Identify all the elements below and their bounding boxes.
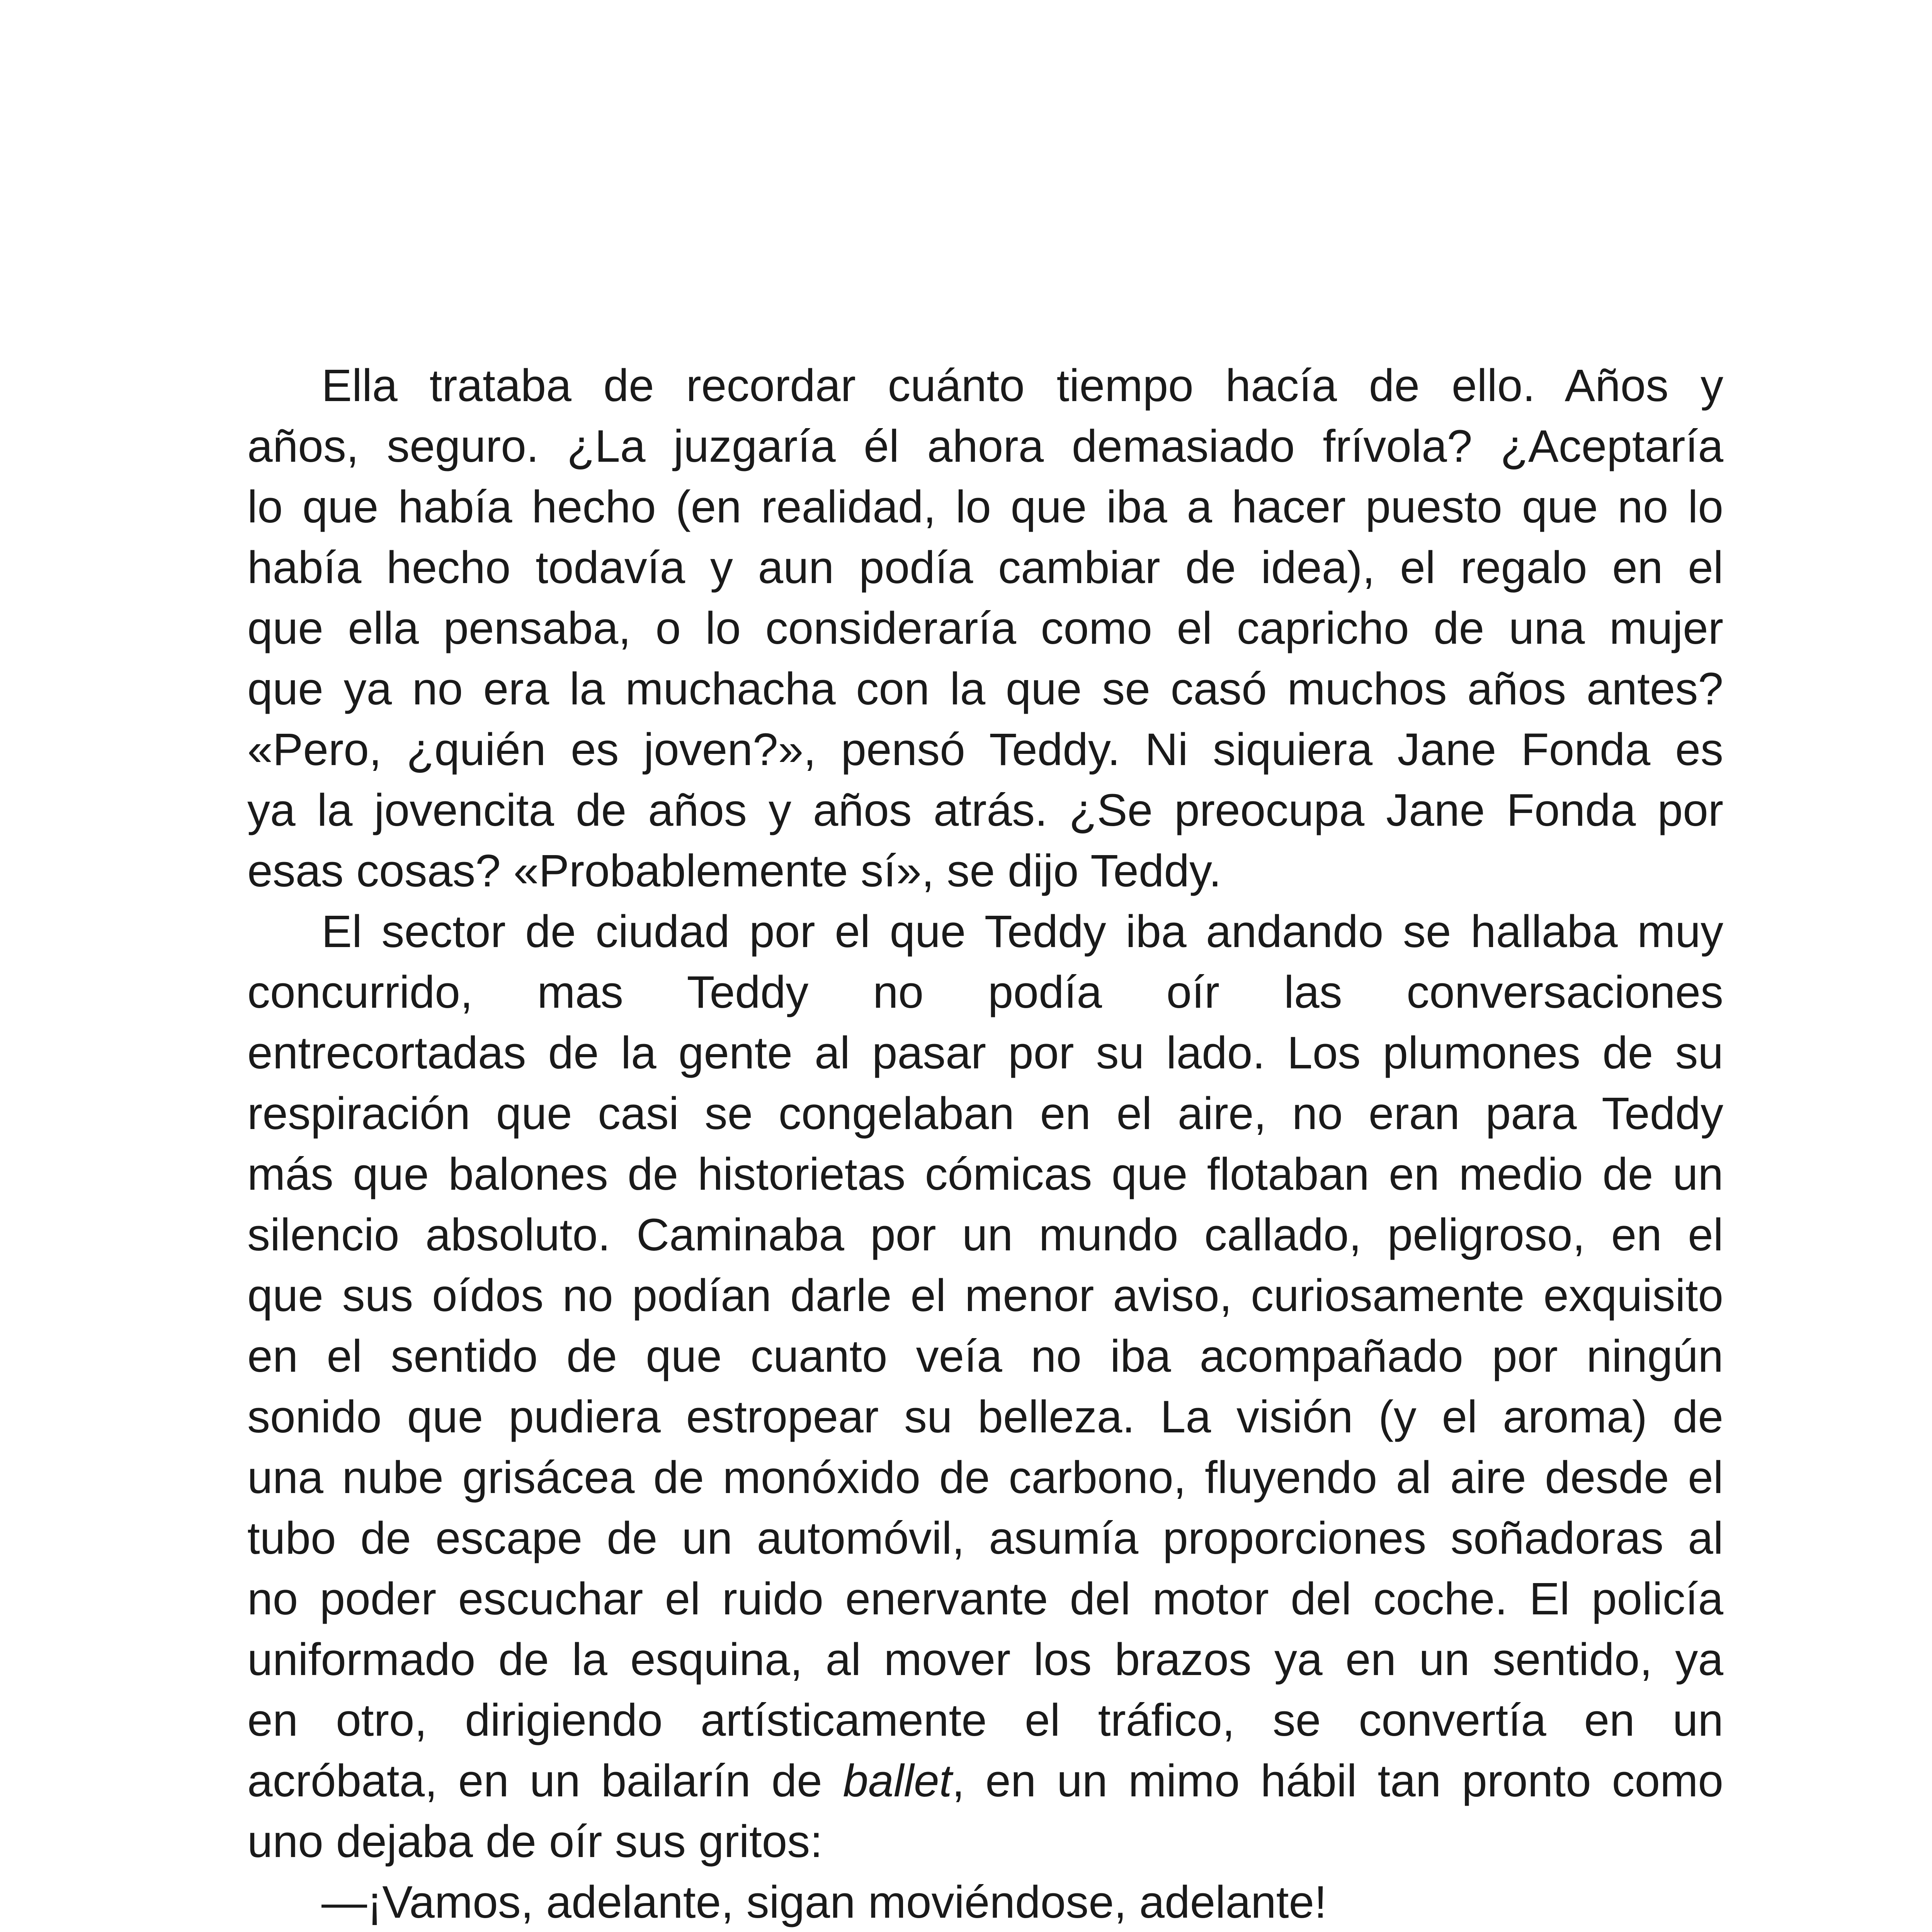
- text-line-content: silencio absoluto. Caminaba por un mundo callado, peligroso, en el: [247, 1209, 1723, 1260]
- text-line: [247, 1144, 1723, 1205]
- text-line: [247, 1326, 1723, 1387]
- text-line: [247, 1387, 1723, 1447]
- text-line-content: entrecortadas de la gente al pasar por su lado. Los plumones de su: [247, 1027, 1723, 1078]
- text-line: [247, 962, 1723, 1023]
- text-line: [247, 841, 1723, 901]
- text-line: [247, 1629, 1723, 1690]
- text-line-content: años, seguro. ¿La juzgaría él ahora demasiado frívola? ¿Aceptaría: [247, 421, 1723, 472]
- text-line-content: que ya no era la muchacha con la que se casó muchos años antes?: [247, 663, 1723, 714]
- text-line-content: El sector de ciudad por el que Teddy iba andando se hallaba muy: [321, 906, 1723, 957]
- text-line-content: esas cosas? «Probablemente sí», se dijo Teddy.: [247, 845, 1222, 896]
- text-line-content: concurrido, mas Teddy no podía oír las conversaciones: [247, 967, 1723, 1018]
- text-line: [247, 1508, 1723, 1569]
- text-line-content: —¡Vamos, adelante, sigan moviéndose, adelante!: [321, 1877, 1327, 1928]
- text-line-content: que sus oídos no podían darle el menor aviso, curiosamente exquisito: [247, 1270, 1723, 1321]
- text-line-content: que ella pensaba, o lo consideraría como el capricho de una mujer: [247, 603, 1723, 654]
- text-line: [247, 1811, 1723, 1872]
- text-line: [247, 1265, 1723, 1326]
- text-line-content: más que balones de historietas cómicas que flotaban en medio de un: [247, 1149, 1723, 1200]
- text-line: [247, 659, 1723, 719]
- body-text: [247, 355, 1723, 1932]
- text-line: [247, 1569, 1723, 1629]
- text-line: [247, 1205, 1723, 1265]
- text-line-content: uno dejaba de oír sus gritos:: [247, 1816, 823, 1867]
- text-line: [247, 1447, 1723, 1508]
- text-line: [247, 477, 1723, 537]
- text-line-content: respiración que casi se congelaban en el aire, no eran para Teddy: [247, 1088, 1723, 1139]
- text-line-content: en el sentido de que cuanto veía no iba acompañado por ningún: [247, 1331, 1723, 1382]
- text-line-content: acróbata, en un bailarín de: [247, 1755, 843, 1806]
- text-line: [247, 1690, 1723, 1751]
- text-line: [247, 780, 1723, 841]
- text-line: [247, 416, 1723, 477]
- text-line-content: tubo de escape de un automóvil, asumía proporciones soñadoras al: [247, 1513, 1723, 1564]
- text-line-content: una nube grisácea de monóxido de carbono, fluyendo al aire desde el: [247, 1452, 1723, 1503]
- text-line: [247, 1872, 1723, 1932]
- text-line-content: en otro, dirigiendo artísticamente el tráfico, se convertía en un: [247, 1695, 1723, 1746]
- text-line: [247, 1751, 1723, 1811]
- text-line: [247, 1023, 1723, 1083]
- text-line-continuation: , en un mimo hábil tan pronto como: [952, 1755, 1724, 1806]
- text-line: [247, 901, 1723, 962]
- text-line: [247, 1083, 1723, 1144]
- text-line-content: «Pero, ¿quién es joven?», pensó Teddy. Ni siquiera Jane Fonda es: [247, 724, 1723, 775]
- italic-word: ballet: [843, 1755, 952, 1806]
- text-line: [247, 598, 1723, 659]
- text-line-content: lo que había hecho (en realidad, lo que iba a hacer puesto que no lo: [247, 481, 1723, 532]
- text-line-content: había hecho todavía y aun podía cambiar de idea), el regalo en el: [247, 542, 1723, 593]
- text-line: [247, 719, 1723, 780]
- text-line-content: uniformado de la esquina, al mover los brazos ya en un sentido, ya: [247, 1634, 1723, 1685]
- text-line-content: ya la jovencita de años y años atrás. ¿Se preocupa Jane Fonda por: [247, 785, 1723, 836]
- text-line: [247, 355, 1723, 416]
- text-line: [247, 537, 1723, 598]
- text-line-content: no poder escuchar el ruido enervante del motor del coche. El policía: [247, 1573, 1723, 1624]
- text-line-content: Ella trataba de recordar cuánto tiempo hacía de ello. Años y: [321, 360, 1723, 411]
- text-line-content: sonido que pudiera estropear su belleza. La visión (y el aroma) de: [247, 1391, 1723, 1442]
